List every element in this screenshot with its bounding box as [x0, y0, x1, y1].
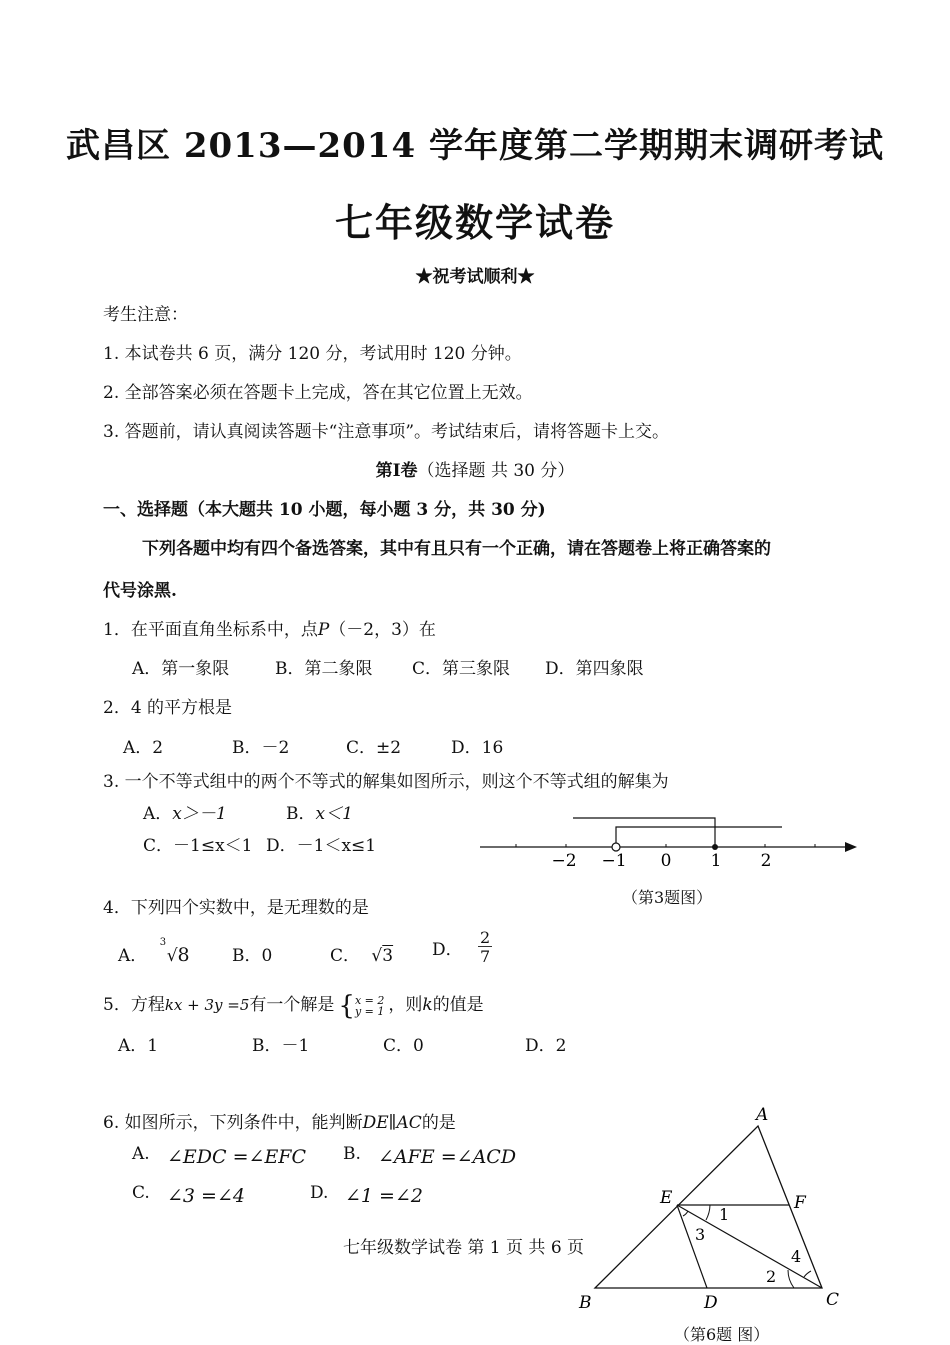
radicand: 8 — [177, 944, 190, 966]
q1-option-d: D．第四象限 — [545, 659, 644, 679]
exam-title: 武昌区 2013—2014 学年度第二学期期末调研考试 — [66, 126, 884, 166]
q3-option-b-label: B． — [286, 804, 316, 824]
q1-option-c: C．第三象限 — [412, 659, 511, 679]
q3-option-d-text: －1＜x≤1 — [296, 836, 377, 856]
q6-option-d: ∠1 =∠2 — [345, 1185, 423, 1207]
notice-heading: 考生注意： — [103, 305, 188, 325]
section-instructions-cont: 代号涂黑. — [103, 581, 177, 601]
figure-3-caption: （第3题图） — [622, 888, 713, 907]
notice-item: 3. 答题前，请认真阅读答题卡“注意事项”。考试结束后，请将答题卡上交。 — [103, 422, 670, 442]
q4-option-d-label: D． — [432, 940, 463, 960]
q3-option-a — [143, 799, 227, 824]
tick-label: −2 — [551, 851, 577, 871]
q4-option-a — [118, 937, 190, 966]
q6-stem-part: 的是 — [421, 1113, 456, 1133]
q3-option-a-label: A． — [143, 804, 173, 824]
point-label-c: C — [826, 1290, 840, 1310]
angle-1-arc — [706, 1205, 710, 1220]
point-label-d: D — [704, 1293, 718, 1313]
q5-stem-part: 5．方程 — [103, 995, 165, 1015]
part-label-bold: 第Ⅰ卷 — [375, 461, 418, 481]
radical-sign-icon: √ — [166, 946, 178, 966]
point-label-f: F — [794, 1193, 806, 1213]
cube-root — [159, 937, 190, 966]
q4-option-c-label: C． — [330, 946, 361, 966]
question-6-stem — [103, 1108, 456, 1133]
q1-point-p: P — [317, 620, 330, 640]
angle-label-2: 2 — [766, 1267, 777, 1286]
q1-stem-part: （－2，3）在 — [329, 620, 436, 640]
open-endpoint-icon — [612, 843, 620, 851]
square-root — [371, 946, 393, 966]
question-1-stem — [103, 615, 436, 640]
angle-label-1: 1 — [719, 1205, 730, 1224]
axis-arrow-icon — [845, 842, 857, 852]
figure-6-caption: （第6题 图） — [674, 1325, 770, 1344]
q6-option-a-label: A. — [132, 1144, 150, 1164]
tick-label: 2 — [760, 851, 772, 871]
q5-stem-part: ，则 — [388, 995, 423, 1015]
q6-option-c: ∠3 =∠4 — [167, 1185, 245, 1207]
point-label-a: A — [756, 1105, 769, 1125]
q5-equation: kx + 3y =5 — [164, 996, 250, 1014]
q1-option-b: B．第二象限 — [275, 659, 373, 679]
q4-option-c — [330, 941, 393, 966]
q6-option-a: ∠EDC =∠EFC — [167, 1146, 307, 1168]
angle-3-arc — [683, 1211, 688, 1216]
closed-endpoint-icon — [712, 844, 718, 850]
triangle-abc — [595, 1126, 822, 1288]
solution-bracket-upper — [573, 818, 715, 847]
q2-option-d: D．16 — [451, 738, 504, 758]
q6-option-c-label: C. — [132, 1183, 150, 1203]
page-footer: 七年级数学试卷 第 1 页 共 6 页 — [343, 1238, 585, 1258]
q5-option-a: A．1 — [118, 1036, 159, 1056]
radical-sign-icon: √ — [371, 946, 383, 966]
tick-label: −1 — [601, 851, 627, 871]
part-label — [0, 456, 950, 481]
section-instructions: 下列各题中均有四个备选答案，其中有且只有一个正确，请在答题卷上将正确答案的 — [142, 539, 771, 559]
q5-option-d: D．2 — [525, 1036, 567, 1056]
q1-stem-part: 1．在平面直角坐标系中，点 — [103, 620, 318, 640]
q3-option-c-label: C． — [143, 836, 174, 856]
q3-option-a-text: x＞－1 — [172, 804, 227, 824]
q6-stem-math: DE∥AC — [362, 1113, 422, 1133]
system-lines — [355, 995, 384, 1017]
q2-option-c: C．±2 — [346, 738, 402, 758]
q3-option-b-text: x＜1 — [315, 804, 353, 824]
section-heading: 一、选择题（本大题共 10 小题，每小题 3 分，共 30 分) — [103, 500, 546, 520]
point-label-e: E — [660, 1188, 673, 1208]
q5-option-c: C．0 — [383, 1036, 424, 1056]
radicand: 3 — [382, 946, 394, 966]
tick-label: 0 — [660, 851, 672, 871]
question-2-stem: 2．4 的平方根是 — [103, 698, 233, 718]
q5-var-k: k — [422, 995, 433, 1015]
triangle-figure — [560, 1098, 850, 1342]
solution-bracket-lower — [616, 827, 782, 844]
q1-option-a: A．第一象限 — [132, 659, 230, 679]
q3-option-d — [266, 831, 376, 856]
tick-label: 1 — [710, 851, 722, 871]
q6-option-d-label: D. — [310, 1183, 329, 1203]
part-label-rest: （选择题 共 30 分） — [417, 461, 575, 481]
root-index: 3 — [159, 937, 167, 948]
q4-option-d — [432, 930, 492, 965]
point-label-b: B — [579, 1293, 592, 1313]
q2-option-a: A．2 — [123, 738, 164, 758]
angle-2-arc — [788, 1270, 794, 1288]
wish-line: ★祝考试顺利★ — [415, 267, 535, 287]
q5-stem-part: 的值是 — [432, 995, 484, 1015]
system-line: y = 1 — [354, 1004, 385, 1018]
question-4-stem: 4．下列四个实数中，是无理数的是 — [103, 898, 369, 918]
notice-item: 1. 本试卷共 6 页，满分 120 分，考试用时 120 分钟。 — [103, 344, 522, 364]
exam-subtitle: 七年级数学试卷 — [334, 200, 615, 245]
fraction — [478, 930, 492, 965]
denominator: 7 — [480, 947, 491, 966]
q6-stem-part: 6. 如图所示，下列条件中，能判断 — [103, 1113, 363, 1133]
q6-option-b-label: B. — [343, 1144, 361, 1164]
q3-option-b — [286, 799, 353, 824]
q5-solution-system — [338, 991, 384, 1021]
q6-option-b: ∠AFE =∠ACD — [378, 1146, 517, 1168]
q3-option-c — [143, 831, 252, 856]
system-line: x = 2 — [354, 993, 385, 1007]
left-brace-icon: { — [338, 990, 355, 1021]
angle-4-arc — [804, 1271, 811, 1277]
numerator: 2 — [480, 928, 491, 947]
angle-label-3: 3 — [695, 1225, 706, 1244]
q3-option-c-text: －1≤x＜1 — [173, 836, 253, 856]
q4-option-a-label: A． — [118, 946, 148, 966]
q4-option-b: B．0 — [232, 946, 273, 966]
q5-stem-part: 有一个解是 — [249, 995, 335, 1015]
segment-ed — [677, 1205, 707, 1288]
q3-option-d-label: D． — [266, 836, 297, 856]
question-5-stem — [103, 990, 484, 1021]
q2-option-b: B．－2 — [232, 738, 290, 758]
angle-label-4: 4 — [791, 1247, 802, 1266]
question-3-stem: 3. 一个不等式组中的两个不等式的解集如图所示，则这个不等式组的解集为 — [103, 772, 669, 792]
notice-item: 2. 全部答案必须在答题卡上完成，答在其它位置上无效。 — [103, 383, 533, 403]
q5-option-b: B．－1 — [252, 1036, 310, 1056]
